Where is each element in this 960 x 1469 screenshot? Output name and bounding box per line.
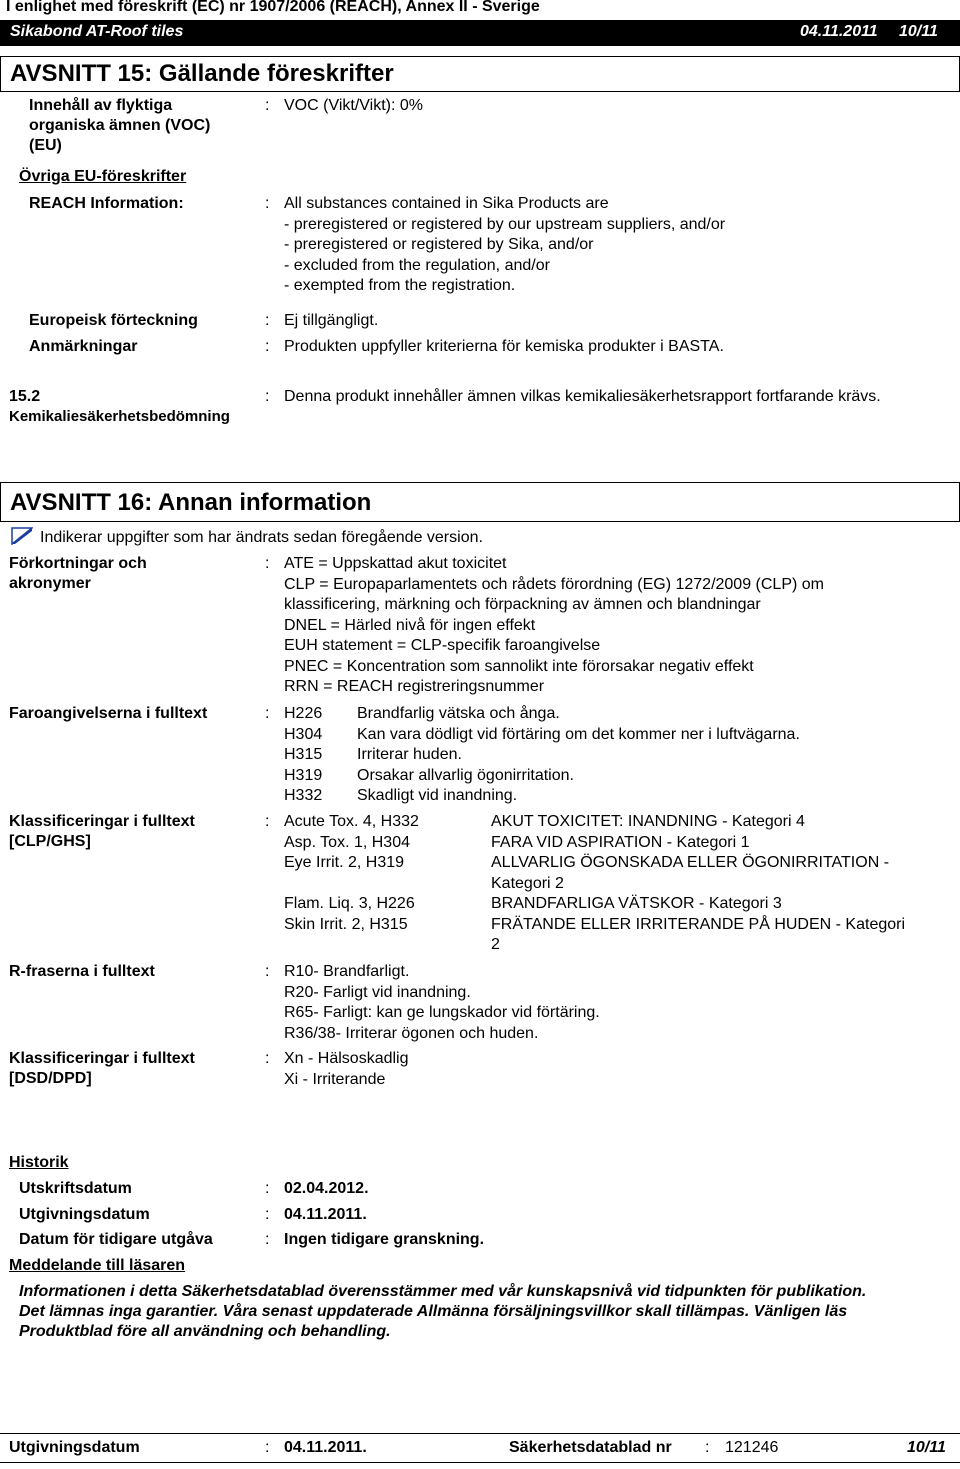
regulation-header: I enlighet med föreskrift (EC) nr 1907/2006 (REACH), Annex II - Sverige xyxy=(6,0,540,15)
dsd-label-line: Klassificeringar i fulltext xyxy=(9,1050,195,1067)
r-phrase: R10- Brandfarligt. xyxy=(284,963,410,980)
abbrev-line: klassificering, märkning och förpackning av ämnen och blandningar xyxy=(284,596,761,613)
dsd-label-line: [DSD/DPD] xyxy=(9,1070,92,1087)
dsd-line: Xn - Hälsoskadlig xyxy=(284,1050,409,1067)
notice-line: Informationen i detta Säkerhetsdatablad överensstämmer med vår kunskapsnivå vid tidpunkten för publikation. xyxy=(19,1283,867,1300)
r-phrase: R36/38- Irriterar ögonen och huden. xyxy=(284,1024,539,1042)
reach-label: REACH Information: xyxy=(29,195,184,212)
product-header-bar xyxy=(0,20,960,46)
colon: : xyxy=(265,1180,270,1197)
r-phrases xyxy=(284,962,600,1044)
section-16-title: AVSNITT 16: Annan information xyxy=(10,489,372,516)
product-name: Sikabond AT-Roof tiles xyxy=(10,23,184,40)
dsd-label xyxy=(9,1049,195,1089)
clp-code: Asp. Tox. 1, H304 xyxy=(284,833,410,851)
csa-value: Denna produkt innehåller ämnen vilkas kemikaliesäkerhetsrapport fortfarande krävs. xyxy=(284,388,881,405)
clp-codes xyxy=(284,812,419,935)
hazard-text: Kan vara dödligt vid förtäring om det kommer ner i luftvägarna. xyxy=(357,725,800,743)
colon: : xyxy=(705,1439,710,1456)
colon: : xyxy=(265,1206,270,1223)
hazard-text: Irriterar huden. xyxy=(357,746,462,763)
inventory-value: Ej tillgängligt. xyxy=(284,312,379,329)
clp-text: ALLVARLIG ÖGONSKADA ELLER ÖGONIRRITATION - xyxy=(491,854,890,871)
dsd-line: Xi - Irriterande xyxy=(284,1070,386,1088)
reach-text xyxy=(284,194,725,297)
colon: : xyxy=(265,705,270,722)
abbrev-line: ATE = Uppskattad akut toxicitet xyxy=(284,555,507,572)
clp-text: 2 xyxy=(491,936,500,953)
reach-line: - preregistered or registered by our upstream suppliers, and/or xyxy=(284,215,726,233)
csa-label: Kemikaliesäkerhetsbedömning xyxy=(9,408,230,425)
footer-rule-bottom xyxy=(0,1462,960,1463)
hazard-code: H319 xyxy=(284,766,323,784)
colon: : xyxy=(265,312,270,329)
clp-text: FRÄTANDE ELLER IRRITERANDE PÅ HUDEN - Kategori xyxy=(491,915,906,933)
remarks-value: Produkten uppfyller kriterierna för kemiska produkter i BASTA. xyxy=(284,338,724,355)
inventory-label: Europeisk förteckning xyxy=(29,312,198,329)
hazard-code: H315 xyxy=(284,746,323,763)
print-date-label: Utskriftsdatum xyxy=(19,1180,132,1197)
clp-code: Acute Tox. 4, H332 xyxy=(284,813,419,830)
clp-texts xyxy=(491,812,905,956)
voc-value: VOC (Vikt/Vikt): 0% xyxy=(284,97,423,114)
abbrev-line: RRN = REACH registreringsnummer xyxy=(284,678,545,695)
colon: : xyxy=(265,1231,270,1248)
footer-issue-label: Utgivningsdatum xyxy=(9,1439,140,1456)
reach-line: All substances contained in Sika Products are xyxy=(284,195,609,212)
section-15-title: AVSNITT 15: Gällande föreskrifter xyxy=(10,60,394,87)
colon: : xyxy=(265,1439,270,1456)
voc-label: Innehåll av flyktiga organiska ämnen (VOC) (EU) xyxy=(29,97,211,154)
r-phrases-label: R-fraserna i fulltext xyxy=(9,963,155,980)
clp-label-line: [CLP/GHS] xyxy=(9,833,91,850)
reach-line: - excluded from the regulation, and/or xyxy=(284,256,550,274)
abbrev-line: DNEL = Härled nivå för ingen effekt xyxy=(284,616,536,634)
colon: : xyxy=(265,963,270,980)
r-phrase: R65- Farligt: kan ge lungskador vid förtäring. xyxy=(284,1004,600,1021)
section-16-header xyxy=(0,482,960,522)
hazard-codes xyxy=(284,704,322,807)
clp-code: Eye Irrit. 2, H319 xyxy=(284,854,405,871)
clp-code: Skin Irrit. 2, H315 xyxy=(284,915,408,933)
clp-text: BRANDFARLIGA VÄTSKOR - Kategori 3 xyxy=(491,895,782,912)
clp-code: Flam. Liq. 3, H226 xyxy=(284,895,415,912)
clp-text: FARA VID ASPIRATION - Kategori 1 xyxy=(491,833,750,851)
remarks-label: Anmärkningar xyxy=(29,338,138,355)
clp-text: Kategori 2 xyxy=(491,874,564,892)
footer-sds-number: 121246 xyxy=(725,1439,779,1456)
abbrev-line: EUH statement = CLP-specifik faroangivelse xyxy=(284,637,601,654)
print-date: 02.04.2012. xyxy=(284,1180,369,1197)
previous-label: Datum för tidigare utgåva xyxy=(19,1231,213,1248)
reach-line: - preregistered or registered by Sika, and/or xyxy=(284,236,594,253)
section-15-header xyxy=(0,56,960,92)
abbrev-label-line: Förkortningar och xyxy=(9,555,147,572)
notice-title: Meddelande till läsaren xyxy=(9,1257,186,1274)
r-phrase: R20- Farligt vid inandning. xyxy=(284,983,471,1001)
hazard-text: Orsakar allvarlig ögonirritation. xyxy=(357,766,574,784)
issue-date: 04.11.2011. xyxy=(284,1206,367,1223)
dsd-list xyxy=(284,1049,409,1090)
colon: : xyxy=(265,555,270,572)
hazard-label: Faroangivelserna i fulltext xyxy=(9,705,208,722)
notice-line: Det lämnas inga garantier. Våra senast uppdaterade Allmänna försäljningsvillkor skall tillämpas. Vänligen läs xyxy=(19,1303,848,1320)
notice-text xyxy=(19,1282,866,1342)
previous-value: Ingen tidigare granskning. xyxy=(284,1231,485,1248)
colon: : xyxy=(265,338,270,355)
hazard-code: H332 xyxy=(284,787,323,804)
issue-date-label: Utgivningsdatum xyxy=(19,1206,150,1223)
hazard-texts xyxy=(357,704,800,807)
changed-marker-icon xyxy=(11,527,33,545)
abbrev-line: PNEC = Koncentration som sannolikt inte förorsakar negativ effekt xyxy=(284,657,754,675)
colon: : xyxy=(265,388,270,405)
abbrev-line: CLP = Europaparlamentets och rådets förordning (EG) 1272/2009 (CLP) om xyxy=(284,575,824,593)
footer-sds-label: Säkerhetsdatablad nr xyxy=(509,1439,672,1456)
clp-label xyxy=(9,812,195,852)
spacer xyxy=(284,874,419,895)
colon: : xyxy=(265,813,270,830)
header-date: 04.11.2011 xyxy=(800,23,878,40)
abbrev-label-line: akronymer xyxy=(9,575,91,592)
abbrev-label xyxy=(9,554,147,594)
footer-issue-date: 04.11.2011. xyxy=(284,1439,367,1456)
clp-text: AKUT TOXICITET: INANDNING - Kategori 4 xyxy=(491,813,805,830)
reach-line: - exempted from the registration. xyxy=(284,277,516,294)
colon: : xyxy=(265,195,270,212)
hazard-text: Skadligt vid inandning. xyxy=(357,787,518,804)
footer-rule xyxy=(0,1433,960,1434)
colon: : xyxy=(265,1050,270,1067)
hazard-code: H304 xyxy=(284,725,323,743)
colon: : xyxy=(265,97,270,114)
other-eu-label: Övriga EU-föreskrifter xyxy=(19,168,187,185)
header-page: 10/11 xyxy=(899,23,938,40)
csa-number: 15.2 xyxy=(9,388,41,405)
abbrev-list xyxy=(284,554,824,698)
clp-label-line: Klassificeringar i fulltext xyxy=(9,813,195,830)
notice-line: Produktblad före all användning och behandling. xyxy=(19,1323,391,1340)
hazard-text: Brandfarlig vätska och ånga. xyxy=(357,705,560,722)
changed-note: Indikerar uppgifter som har ändrats sedan föregående version. xyxy=(40,529,483,546)
hazard-code: H226 xyxy=(284,705,323,722)
history-title: Historik xyxy=(9,1154,69,1171)
footer-page: 10/11 xyxy=(907,1439,946,1456)
